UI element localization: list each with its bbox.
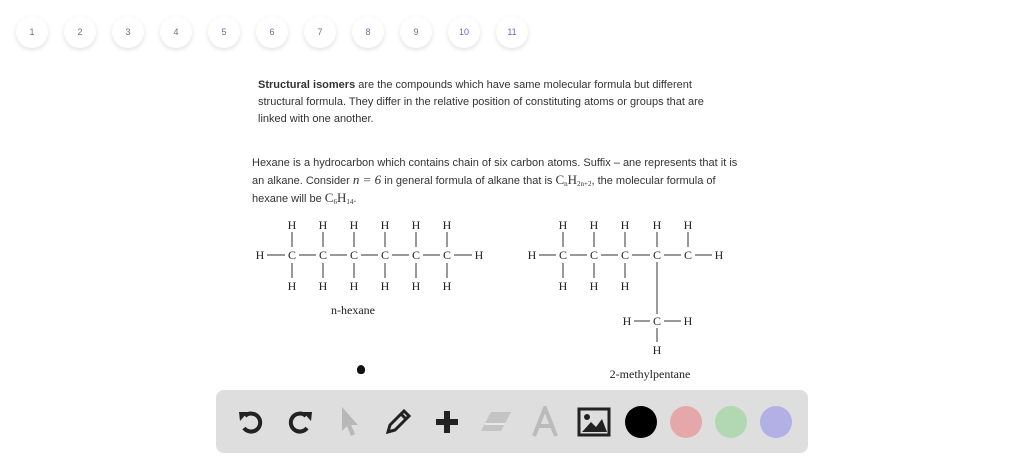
drawing-toolbar [216,390,808,453]
hydrogen-atom: H [411,279,421,293]
page-button[interactable]: 7 [304,16,336,48]
term: Structural isomers [258,79,356,91]
hydrogen-atom: H [683,314,693,328]
carbon-atom: C [411,248,421,262]
image-button[interactable] [576,404,612,440]
page-button[interactable]: 9 [400,16,432,48]
page-button[interactable]: 1 [16,16,48,48]
hydrogen-atom: H [714,248,724,262]
select-icon [334,405,364,439]
page-button[interactable]: 5 [208,16,240,48]
hydrogen-atom: H [558,279,568,293]
hydrogen-atom: H [318,279,328,293]
hydrogen-atom: H [255,248,265,262]
hydrogen-atom: H [474,248,484,262]
sub: 6 [333,198,337,206]
hydrogen-atom: H [652,343,662,357]
hydrogen-atom: H [287,218,297,232]
hydrogen-atom: H [287,279,297,293]
sub: 2n+2 [577,180,592,188]
plus-icon [433,408,461,436]
hydrogen-atom: H [558,218,568,232]
hydrogen-atom: H [527,248,537,262]
text: , the molecular formula of hexane will be [252,175,716,205]
undo-button[interactable] [233,404,269,440]
text: . [353,193,357,205]
hydrogen-atom: H [349,279,359,293]
select-button[interactable] [331,404,367,440]
carbon-atom: C [442,248,452,262]
text: Hexane is a hydrocarbon which contains chain of six carbon atoms. Suffix – ane represents that it is an alkane. Consider [252,157,738,187]
hydrogen-atom: H [411,218,421,232]
color-pink[interactable] [670,406,702,438]
eraser-icon [479,409,513,435]
methylpentane-label: 2-methylpentane [609,367,691,381]
redo-button[interactable] [282,404,318,440]
eraser-button[interactable] [478,404,514,440]
formula-n: n = 6 [352,172,382,187]
n-hexane-label: n-hexane [331,303,375,317]
hydrogen-atom: H [349,218,359,232]
pencil-button[interactable] [380,404,416,440]
sub: n [564,180,568,188]
hydrogen-atom: H [620,218,630,232]
carbon-atom: C [652,314,662,328]
h: H [336,190,347,205]
page-button[interactable]: 4 [160,16,192,48]
carbon-atom: C [589,248,599,262]
c: C [324,190,334,205]
hydrogen-atom: H [442,218,452,232]
undo-icon [236,407,266,437]
page-button[interactable]: 2 [64,16,96,48]
image-icon [577,407,611,437]
carbon-atom: C [558,248,568,262]
text-button[interactable] [527,404,563,440]
hydrogen-atom: H [318,218,328,232]
sub: 14 [346,198,354,206]
page-button[interactable]: 3 [112,16,144,48]
hydrogen-atom: H [589,279,599,293]
h: H [567,172,578,187]
carbon-atom: C [683,248,693,262]
mouse-cursor [357,365,365,374]
page-button[interactable]: 10 [448,16,480,48]
hydrogen-atom: H [380,218,390,232]
page-button[interactable]: 11 [496,16,528,48]
carbon-atom: C [380,248,390,262]
hydrogen-atom: H [380,279,390,293]
color-black[interactable] [625,406,657,438]
redo-icon [285,407,315,437]
carbon-atom: C [652,248,662,262]
hydrogen-atom: H [622,314,632,328]
color-green[interactable] [715,406,747,438]
hydrogen-atom: H [683,218,693,232]
hydrogen-atom: H [652,218,662,232]
hydrogen-atom: H [620,279,630,293]
add-button[interactable] [429,404,465,440]
page-button[interactable]: 8 [352,16,384,48]
carbon-atom: C [349,248,359,262]
pencil-icon [383,407,413,437]
text: in general formula of alkane that is [381,175,556,187]
page-button[interactable]: 6 [256,16,288,48]
carbon-atom: C [318,248,328,262]
color-purple[interactable] [760,406,792,438]
c: C [555,172,565,187]
carbon-atom: C [620,248,630,262]
hydrogen-atom: H [442,279,452,293]
carbon-atom: C [287,248,297,262]
hydrogen-atom: H [589,218,599,232]
text-icon [530,406,560,438]
definition-text: are the compounds which have same molecular formula but different structural formula. They differ in the relative position of constituting atoms or groups that are linked with one another. [258,79,704,125]
